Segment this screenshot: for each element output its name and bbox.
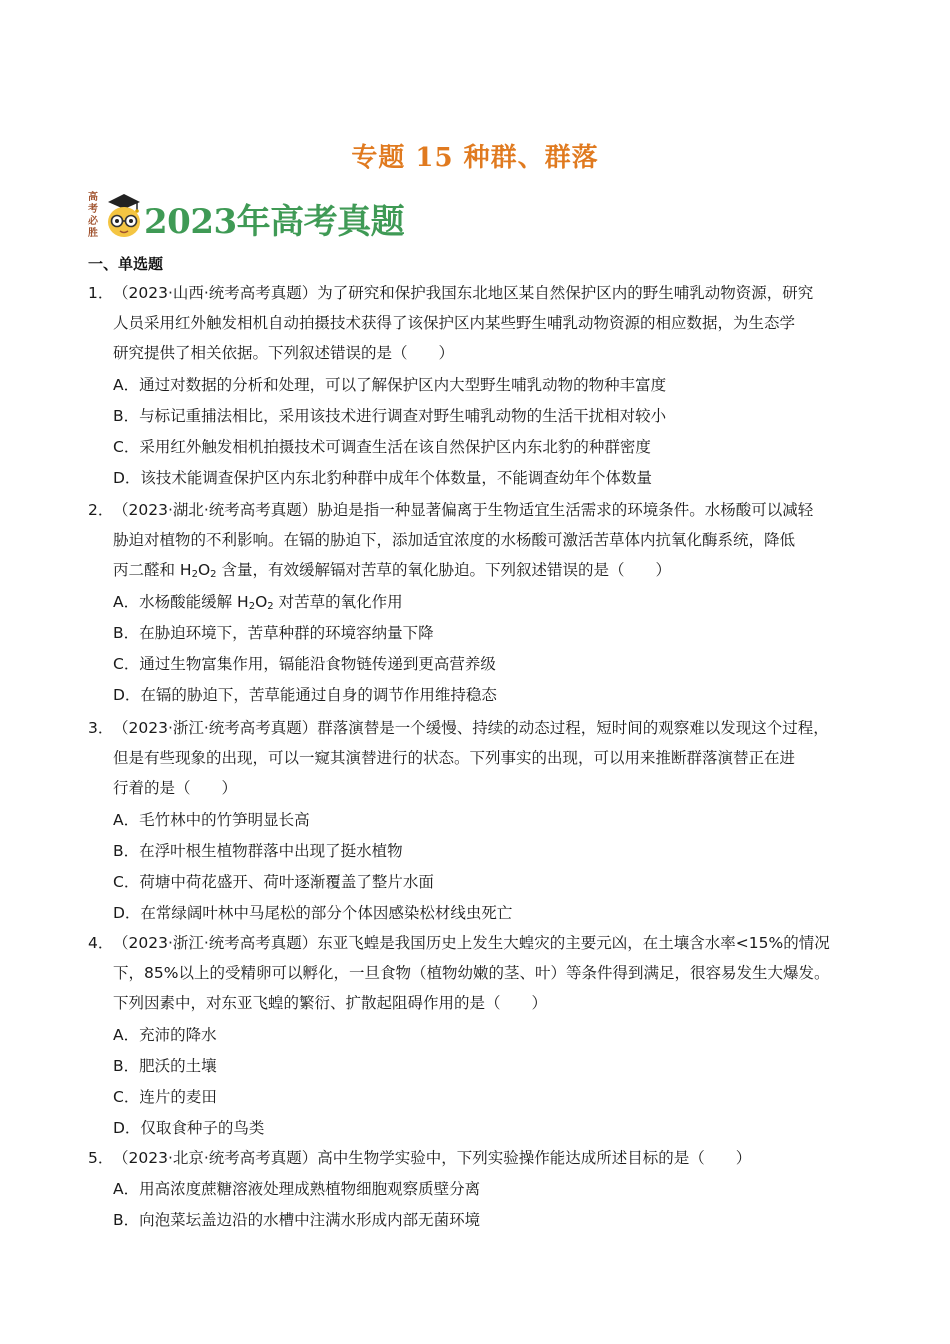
question-stem-line: （2023·浙江·统考高考真题）群落演替是一个缓慢、持续的动态过程，短时间的观察难以发现这个过程， — [113, 719, 829, 737]
question-stem-line: （2023·湖北·统考高考真题）胁迫是指一种显著偏离于生物适宜生活需求的环境条件。水杨酸可以减轻 — [113, 501, 814, 519]
question-stem-line: 下，85%以上的受精卵可以孵化，一旦食物（植物幼嫩的茎、叶）等条件得到满足，很容易发生大爆发。 — [113, 964, 830, 982]
option-b: B．在胁迫环境下，苦草种群的环境容纳量下降 — [113, 624, 434, 642]
option-c: C．采用红外触发相机拍摄技术可调查生活在该自然保护区内东北豹的种群密度 — [113, 438, 651, 456]
question-number: 3． — [88, 719, 114, 737]
question-stem-line: 但是有些现象的出现，可以一窥其演替进行的状态。下列事实的出现，可以用来推断群落演替正在进 — [113, 749, 796, 767]
question-number: 1． — [88, 284, 114, 302]
question-stem-line: （2023·山西·统考高考真题）为了研究和保护我国东北地区某自然保护区内的野生哺乳动物资源，研究 — [113, 284, 814, 302]
banner-title: 2023年高考真题 — [144, 202, 405, 242]
option-b: B．与标记重捕法相比，采用该技术进行调查对野生哺乳动物的生活干扰相对较小 — [113, 407, 667, 425]
seal-stamp: 高 考 必 胜 — [88, 192, 98, 239]
option-c: C．荷塘中荷花盛开、荷叶逐渐覆盖了整片水面 — [113, 873, 434, 891]
option-c: C．通过生物富集作用，镉能沿食物链传递到更高营养级 — [113, 655, 496, 673]
option-b: B．在浮叶根生植物群落中出现了挺水植物 — [113, 842, 403, 860]
question-number: 5． — [88, 1149, 114, 1167]
option-a: A．通过对数据的分析和处理，可以了解保护区内大型野生哺乳动物的物种丰富度 — [113, 376, 667, 394]
option-a: A．充沛的降水 — [113, 1026, 217, 1044]
question-number: 2． — [88, 501, 114, 519]
question-number: 4． — [88, 934, 114, 952]
question-stem-line: 下列因素中，对东亚飞蝗的繁衍、扩散起阻碍作用的是（ ） — [113, 994, 548, 1012]
question-stem-line: 人员采用红外触发相机自动拍摄技术获得了该保护区内某些野生哺乳动物资源的相应数据，为生态学 — [113, 314, 796, 332]
document-title: 专题 15 种群、群落 — [351, 143, 599, 173]
option-c: C．连片的麦田 — [113, 1088, 217, 1106]
option-d: D．在常绿阔叶林中马尾松的部分个体因感染松材线虫死亡 — [113, 904, 513, 922]
owl-scholar-icon — [104, 190, 144, 240]
question-stem-line: 行着的是（ ） — [113, 779, 238, 797]
question-stem-line: 丙二醛和 $H_2O_2$ 含量，有效缓解镉对苦草的氧化胁迫。下列叙述错误的是（ ） — [113, 561, 671, 580]
question-stem-line: 研究提供了相关依据。下列叙述错误的是（ ） — [113, 344, 455, 362]
question-stem-line: （2023·北京·统考高考真题）高中生物学实验中，下列实验操作能达成所述目标的是（ ） — [113, 1149, 752, 1167]
option-b: B．向泡菜坛盖边沿的水槽中注满水形成内部无菌环境 — [113, 1211, 481, 1229]
option-d: D．该技术能调查保护区内东北豹种群中成年个体数量，不能调查幼年个体数量 — [113, 469, 652, 487]
option-a: A．水杨酸能缓解 $H_2O_2$ 对苦草的氧化作用 — [113, 593, 403, 612]
section-heading: 一、单选题 — [88, 255, 164, 273]
option-a: A．毛竹林中的竹笋明显长高 — [113, 811, 310, 829]
option-b: B．肥沃的土壤 — [113, 1057, 217, 1075]
option-d: D．仅取食种子的鸟类 — [113, 1119, 265, 1137]
question-stem-line: 胁迫对植物的不利影响。在镉的胁迫下，添加适宜浓度的水杨酸可激活苦草体内抗氧化酶系统，降低 — [113, 531, 796, 549]
question-stem-line: （2023·浙江·统考高考真题）东亚飞蝗是我国历史上发生大蝗灾的主要元凶，在土壤含水率<15%的情况 — [113, 934, 830, 952]
option-a: A．用高浓度蔗糖溶液处理成熟植物细胞观察质壁分离 — [113, 1180, 481, 1198]
option-d: D．在镉的胁迫下，苦草能通过自身的调节作用维持稳态 — [113, 686, 497, 704]
